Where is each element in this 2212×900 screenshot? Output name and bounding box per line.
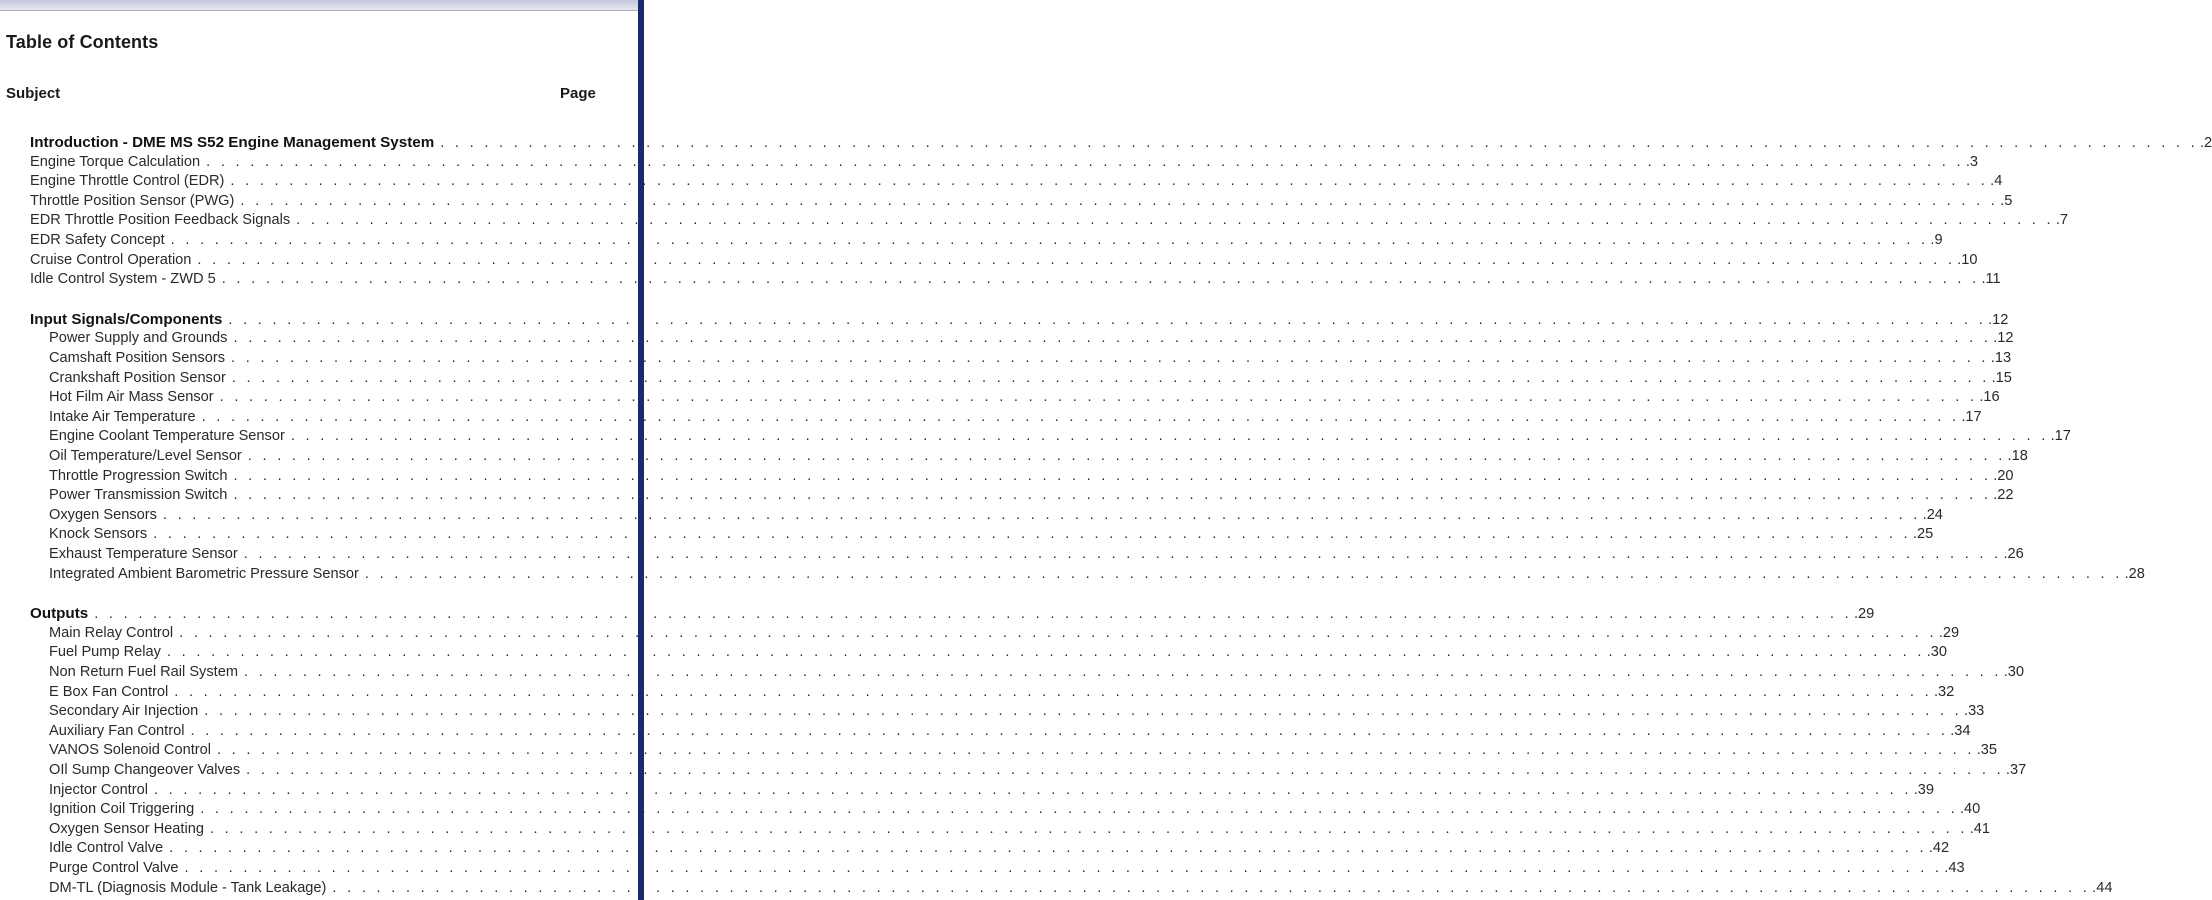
toc-entry-label: Intake Air Temperature [49, 408, 196, 425]
toc-entry-label: Fuel Pump Relay [49, 644, 161, 661]
toc-entry[interactable] [0, 683, 1955, 702]
dot-leader: . . . . . . . . . . . . . . . . . . . . . . . . . . . . . . . . . . . . . . . . . . . . . . . . . . . . . . . . . . . . . . . . . . . . . . . . . . . . . . . . . . . . . . . . . . . . . . . . . . . . . . . . . . . . . . . . . . . . . . . . [296, 212, 2054, 229]
dot-leader: . . . . . . . . . . . . . . . . . . . . . . . . . . . . . . . . . . . . . . . . . . . . . . . . . . . . . . . . . . . . . . . . . . . . . . . . . . . . . . . . . . . . . . . . . . . . . . . . . . . . . . . . . . . . . . . . . . . . . . . . [332, 879, 2091, 896]
dot-leader: . . . . . . . . . . . . . . . . . . . . . . . . . . . . . . . . . . . . . . . . . . . . . . . . . . . . . . . . . . . . . . . . . . . . . . . . . . . . . . . . . . . . . . . . . . . . . . . . . . . . . . . . . . . . . . . . . . . . . . . . [243, 546, 2002, 562]
toc-entry-label: Camshaft Position Sensors [49, 350, 226, 366]
dot-leader: . . . . . . . . . . . . . . . . . . . . . . . . . . . . . . . . . . . . . . . . . . . . . . . . . . . . . . . . . . . . . . . . . . . . . . . . . . . . . . . . . . . . . . . . . . . . . . . . . . . . . . . . . . . . . . . . . . . . . . . . [209, 820, 1968, 837]
dot-leader: . . . . . . . . . . . . . . . . . . . . . . . . . . . . . . . . . . . . . . . . . . . . . . . . . . . . . . . . . . . . . . . . . . . . . . . . . . . . . . . . . . . . . . . . . . . . . . . . . . . . . . . . . . . . . . . . . . . . . . . . [247, 448, 2006, 464]
toc-entry[interactable] [0, 388, 2000, 407]
toc-entry-label: EDR Throttle Position Feedback Signals [30, 212, 291, 229]
toc-entry[interactable] [0, 800, 1981, 819]
toc-entry[interactable] [0, 408, 1982, 427]
toc-entry[interactable] [0, 211, 2069, 230]
toc-entry-label: Purge Control Valve [49, 860, 179, 876]
dot-leader: . . . . . . . . . . . . . . . . . . . . . . . . . . . . . . . . . . . . . . . . . . . . . . . . . . . . . . . . . . . . . . . . . . . . . . . . . . . . . . . . . . . . . . . . . . . . . . . . . . . . . . . . . . . . . . . . . . . . . . . . [201, 408, 1960, 425]
toc-entry-label: DM-TL (Diagnosis Module - Tank Leakage) [49, 879, 327, 896]
toc-entry[interactable] [0, 369, 2012, 388]
dot-leader: . . . . . . . . . . . . . . . . . . . . . . . . . . . . . . . . . . . . . . . . . . . . . . . . . . . . . . . . . . . . . . . . . . . . . . . . . . . . . . . . . . . . . . . . . . . . . . . . . . . . . . . . . . . . . . . . . . . . . . . . [230, 173, 1989, 190]
toc-entry[interactable] [0, 231, 1943, 250]
toc-entry-page: .37 [2005, 762, 2027, 778]
dot-leader: . . . . . . . . . . . . . . . . . . . . . . . . . . . . . . . . . . . . . . . . . . . . . . . . . . . . . . . . . . . . . . . . . . . . . . . . . . . . . . . . . . . . . . . . . . . . . . . . . . . . . . . . . . . . . . . . . . . . . . . . [233, 330, 1992, 347]
toc-entry-page: .24 [1922, 506, 1943, 523]
toc-entry-page: .30 [1926, 644, 1947, 661]
toc-entry-page: .33 [1964, 703, 1985, 720]
toc-entry[interactable] [0, 820, 1990, 839]
toc-entry-page: .39 [1913, 781, 1935, 798]
toc-entry[interactable] [0, 624, 1960, 643]
toc-entry-page: .3 [1965, 153, 1979, 170]
dot-leader: . . . . . . . . . . . . . . . . . . . . . . . . . . . . . . . . . . . . . . . . . . . . . . . . . . . . . . . . . . . . . . . . . . . . . . . . . . . . . . . . . . . . . . . . . . . . . . . . . . . . . . . . . . . . . . . . . . . . . . . . [162, 506, 1921, 523]
dot-leader: . . . . . . . . . . . . . . . . . . . . . . . . . . . . . . . . . . . . . . . . . . . . . . . . . . . . . . . . . . . . . . . . . . . . . . . . . . . . . . . . . . . . . . . . . . . . . . . . . . . . . . . . . . . . . . . . . . . . . . . . [228, 311, 1987, 328]
toc-entry-label: Oxygen Sensor Heating [49, 820, 204, 837]
toc-entry[interactable] [0, 270, 2001, 289]
toc-entry-page: .13 [1990, 350, 2012, 366]
dot-leader: . . . . . . . . . . . . . . . . . . . . . . . . . . . . . . . . . . . . . . . . . . . . . . . . . . . . . . . . . . . . . . . . . . . . . . . . . . . . . . . . . . . . . . . . . . . . . . . . . . . . . . . . . . . . . . . . . . . . . . . . [231, 350, 1989, 366]
toc-entry[interactable] [0, 722, 1971, 741]
toc-entry-page: .29 [1853, 606, 1875, 623]
toc-entry-page: .30 [2003, 664, 2025, 680]
toc-entry[interactable] [0, 565, 2145, 584]
toc-entry-page: .18 [2007, 448, 2028, 464]
toc-entry-page: .42 [1928, 840, 1950, 857]
toc-entry[interactable] [0, 349, 2012, 368]
dot-leader: . . . . . . . . . . . . . . . . . . . . . . . . . . . . . . . . . . . . . . . . . . . . . . . . . . . . . . . . . . . . . . . . . . . . . . . . . . . . . . . . . . . . . . . . . . . . . . . . . . . . . . . . . . . . . . . . . . . . . . . . [184, 860, 1943, 876]
toc-entry-page: .41 [1969, 820, 1990, 837]
dot-leader: . . . . . . . . . . . . . . . . . . . . . . . . . . . . . . . . . . . . . . . . . . . . . . . . . . . . . . . . . . . . . . . . . . . . . . . . . . . . . . . . . . . . . . . . . . . . . . . . . . . . . . . . . . . . . . . . . . . . . . . . [246, 762, 2004, 778]
toc-entry-label: Power Transmission Switch [49, 487, 228, 504]
toc-entry-label: Non Return Fuel Rail System [49, 664, 238, 680]
toc-entry-page: .16 [1979, 389, 2000, 406]
toc-entry[interactable] [0, 251, 1978, 270]
dot-leader: . . . . . . . . . . . . . . . . . . . . . . . . . . . . . . . . . . . . . . . . . . . . . . . . . . . . . . . . . . . . . . . . . . . . . . . . . . . . . . . . . . . . . . . . . . . . . . . . . . . . . . . . . . . . . . . . . . . . . . . . [216, 742, 1975, 759]
dot-leader: . . . . . . . . . . . . . . . . . . . . . . . . . . . . . . . . . . . . . . . . . . . . . . . . . . . . . . . . . . . . . . . . . . . . . . . . . . . . . . . . . . . . . . . . . . . . . . . . . . . . . . . . . . . . . . . . . . . . . . . . [200, 801, 1958, 818]
page-title: Table of Contents [6, 32, 159, 52]
toc-entry[interactable] [0, 859, 1965, 878]
toc-entry-page: .20 [1993, 467, 2014, 484]
toc-entry-page: .44 [2092, 879, 2113, 896]
toc-entry-label: Input Signals/Components [30, 310, 223, 328]
subject-column-header: Subject [6, 85, 61, 102]
dot-leader: . . . . . . . . . . . . . . . . . . . . . . . . . . . . . . . . . . . . . . . . . . . . . . . . . . . . . . . . . . . . . . . . . . . . . . . . . . . . . . . . . . . . . . . . . . . . . . . . . . . . . . . . . . . . . . . . . . . . . . . . [169, 840, 1927, 857]
toc-entry-label: Throttle Position Sensor (PWG) [30, 192, 235, 209]
dot-leader: . . . . . . . . . . . . . . . . . . . . . . . . . . . . . . . . . . . . . . . . . . . . . . . . . . . . . . . . . . . . . . . . . . . . . . . . . . . . . . . . . . . . . . . . . . . . . . . . . . . . . . . . . . . . . . . . . . . . . . . . [94, 606, 1852, 623]
toc-entry-label: Oxygen Sensors [49, 506, 157, 523]
dot-leader: . . . . . . . . . . . . . . . . . . . . . . . . . . . . . . . . . . . . . . . . . . . . . . . . . . . . . . . . . . . . . . . . . . . . . . . . . . . . . . . . . . . . . . . . . . . . . . . . . . . . . . . . . . . . . . . . . . . . . . . . [231, 369, 1990, 386]
toc-entry[interactable] [0, 781, 1935, 800]
toc-entry-page: .34 [1950, 722, 1971, 739]
toc-entry-page: .11 [1981, 271, 2001, 288]
toc-entry-page: .7 [2055, 212, 2069, 229]
toc-entry-page: .15 [1991, 369, 2012, 386]
toc-entry-label: Engine Torque Calculation [30, 153, 201, 170]
dot-leader: . . . . . . . . . . . . . . . . . . . . . . . . . . . . . . . . . . . . . . . . . . . . . . . . . . . . . . . . . . . . . . . . . . . . . . . . . . . . . . . . . . . . . . . . . . . . . . . . . . . . . . . . . . . . . . . . . . . . . . . . [440, 135, 2198, 151]
toc-entry-page: .35 [1976, 742, 1998, 759]
dot-leader: . . . . . . . . . . . . . . . . . . . . . . . . . . . . . . . . . . . . . . . . . . . . . . . . . . . . . . . . . . . . . . . . . . . . . . . . . . . . . . . . . . . . . . . . . . . . . . . . . . . . . . . . . . . . . . . . . . . . . . . . [153, 526, 1911, 543]
toc-entry-label: Cruise Control Operation [30, 251, 192, 268]
toc-entry-page: .32 [1934, 683, 1955, 700]
dot-leader: . . . . . . . . . . . . . . . . . . . . . . . . . . . . . . . . . . . . . . . . . . . . . . . . . . . . . . . . . . . . . . . . . . . . . . . . . . . . . . . . . . . . . . . . . . . . . . . . . . . . . . . . . . . . . . . . . . . . . . . . [290, 428, 2049, 445]
toc-entry[interactable] [0, 643, 1947, 662]
toc-entry-page: .5 [2000, 192, 2013, 209]
toc-entry-label: Secondary Air Injection [49, 703, 199, 720]
toc-entry[interactable] [0, 172, 2003, 191]
toc-entry[interactable] [0, 506, 1943, 525]
toc-entry[interactable] [0, 153, 1979, 172]
toc-entry-label: OIl Sump Changeover Valves [49, 762, 241, 778]
dot-leader: . . . . . . . . . . . . . . . . . . . . . . . . . . . . . . . . . . . . . . . . . . . . . . . . . . . . . . . . . . . . . . . . . . . . . . . . . . . . . . . . . . . . . . . . . . . . . . . . . . . . . . . . . . . . . . . . . . . . . . . . [153, 781, 1912, 798]
toc-entry-label: Crankshaft Position Sensor [49, 369, 226, 386]
toc-entry-page: .17 [1961, 408, 1982, 425]
toc-entry[interactable] [0, 486, 2014, 505]
toc-entry-page: .2 [2199, 135, 2212, 151]
dot-leader: . . . . . . . . . . . . . . . . . . . . . . . . . . . . . . . . . . . . . . . . . . . . . . . . . . . . . . . . . . . . . . . . . . . . . . . . . . . . . . . . . . . . . . . . . . . . . . . . . . . . . . . . . . . . . . . . . . . . . . . . [174, 683, 1932, 700]
toc-entry-label: E Box Fan Control [49, 683, 169, 700]
toc-entry[interactable] [0, 427, 2071, 446]
toc-entry-label: Idle Control System - ZWD 5 [30, 271, 216, 288]
toc-entry-label: Auxiliary Fan Control [49, 722, 185, 739]
dot-leader: . . . . . . . . . . . . . . . . . . . . . . . . . . . . . . . . . . . . . . . . . . . . . . . . . . . . . . . . . . . . . . . . . . . . . . . . . . . . . . . . . . . . . . . . . . . . . . . . . . . . . . . . . . . . . . . . . . . . . . . . [206, 153, 1964, 170]
toc-entry-label: Knock Sensors [49, 526, 148, 543]
toc-entry-label: Idle Control Valve [49, 840, 164, 857]
toc-entry-label: Engine Throttle Control (EDR) [30, 173, 225, 190]
toc-entry-page: .29 [1938, 624, 1960, 641]
dot-leader: . . . . . . . . . . . . . . . . . . . . . . . . . . . . . . . . . . . . . . . . . . . . . . . . . . . . . . . . . . . . . . . . . . . . . . . . . . . . . . . . . . . . . . . . . . . . . . . . . . . . . . . . . . . . . . . . . . . . . . . . [190, 722, 1949, 739]
dot-leader: . . . . . . . . . . . . . . . . . . . . . . . . . . . . . . . . . . . . . . . . . . . . . . . . . . . . . . . . . . . . . . . . . . . . . . . . . . . . . . . . . . . . . . . . . . . . . . . . . . . . . . . . . . . . . . . . . . . . . . . . [179, 624, 1937, 641]
toc-section-heading[interactable] [0, 604, 1875, 623]
dot-leader: . . . . . . . . . . . . . . . . . . . . . . . . . . . . . . . . . . . . . . . . . . . . . . . . . . . . . . . . . . . . . . . . . . . . . . . . . . . . . . . . . . . . . . . . . . . . . . . . . . . . . . . . . . . . . . . . . . . . . . . . [221, 271, 1980, 288]
toc-entry[interactable] [0, 525, 1934, 544]
toc-entry-page: .9 [1930, 232, 1943, 248]
toc-entry-page: .28 [2124, 565, 2145, 582]
toc-section-heading[interactable] [0, 310, 2009, 329]
toc-entry-label: Exhaust Temperature Sensor [49, 546, 238, 562]
toc-entry-page: .17 [2050, 428, 2071, 445]
toc-entry[interactable] [0, 467, 2014, 486]
toc-entry-label: Outputs [30, 605, 89, 623]
page-column-header: Page [560, 85, 596, 102]
toc-entry-page: .4 [1990, 173, 2003, 190]
toc-entry-label: Power Supply and Grounds [49, 330, 228, 347]
dot-leader: . . . . . . . . . . . . . . . . . . . . . . . . . . . . . . . . . . . . . . . . . . . . . . . . . . . . . . . . . . . . . . . . . . . . . . . . . . . . . . . . . . . . . . . . . . . . . . . . . . . . . . . . . . . . . . . . . . . . . . . . [204, 703, 1963, 720]
dot-leader: . . . . . . . . . . . . . . . . . . . . . . . . . . . . . . . . . . . . . . . . . . . . . . . . . . . . . . . . . . . . . . . . . . . . . . . . . . . . . . . . . . . . . . . . . . . . . . . . . . . . . . . . . . . . . . . . . . . . . . . . [166, 644, 1925, 661]
dot-leader: . . . . . . . . . . . . . . . . . . . . . . . . . . . . . . . . . . . . . . . . . . . . . . . . . . . . . . . . . . . . . . . . . . . . . . . . . . . . . . . . . . . . . . . . . . . . . . . . . . . . . . . . . . . . . . . . . . . . . . . . [197, 251, 1956, 268]
toc-entry-page: .43 [1944, 860, 1965, 876]
dot-leader: . . . . . . . . . . . . . . . . . . . . . . . . . . . . . . . . . . . . . . . . . . . . . . . . . . . . . . . . . . . . . . . . . . . . . . . . . . . . . . . . . . . . . . . . . . . . . . . . . . . . . . . . . . . . . . . . . . . . . . . . [240, 192, 1999, 209]
toc-entry[interactable] [0, 839, 1950, 858]
toc-entry-page: .12 [1993, 330, 2014, 347]
dot-leader: . . . . . . . . . . . . . . . . . . . . . . . . . . . . . . . . . . . . . . . . . . . . . . . . . . . . . . . . . . . . . . . . . . . . . . . . . . . . . . . . . . . . . . . . . . . . . . . . . . . . . . . . . . . . . . . . . . . . . . . . [219, 389, 1978, 406]
toc-entry-label: Integrated Ambient Barometric Pressure Sensor [49, 565, 359, 582]
document-page [0, 10, 2212, 900]
toc-entry-page: .22 [1993, 487, 2014, 504]
toc-entry-label: Injector Control [49, 781, 148, 798]
dot-leader: . . . . . . . . . . . . . . . . . . . . . . . . . . . . . . . . . . . . . . . . . . . . . . . . . . . . . . . . . . . . . . . . . . . . . . . . . . . . . . . . . . . . . . . . . . . . . . . . . . . . . . . . . . . . . . . . . . . . . . . . [233, 487, 1992, 504]
toc-entry-label: Oil Temperature/Level Sensor [49, 448, 242, 464]
dot-leader: . . . . . . . . . . . . . . . . . . . . . . . . . . . . . . . . . . . . . . . . . . . . . . . . . . . . . . . . . . . . . . . . . . . . . . . . . . . . . . . . . . . . . . . . . . . . . . . . . . . . . . . . . . . . . . . . . . . . . . . . [243, 664, 2002, 680]
toc-section-heading[interactable] [0, 133, 2212, 152]
toc-entry-page: .12 [1988, 311, 2009, 328]
toc-entry-page: .25 [1912, 526, 1934, 543]
toc-entry[interactable] [0, 447, 2028, 466]
toc-entry[interactable] [0, 702, 1985, 721]
toc-entry-label: EDR Safety Concept [30, 232, 165, 248]
toc-entry[interactable] [0, 741, 1998, 760]
toc-entry[interactable] [0, 663, 2025, 682]
toc-entry-label: VANOS Solenoid Control [49, 742, 211, 759]
toc-entry[interactable] [0, 329, 2014, 348]
toc-entry-label: Engine Coolant Temperature Sensor [49, 428, 285, 445]
toc-entry[interactable] [0, 192, 2013, 211]
toc-entry-label: Hot Film Air Mass Sensor [49, 389, 214, 406]
toc-entry-page: .10 [1957, 251, 1978, 268]
toc-entry-label: Introduction - DME MS S52 Engine Management System [30, 134, 435, 151]
dot-leader: . . . . . . . . . . . . . . . . . . . . . . . . . . . . . . . . . . . . . . . . . . . . . . . . . . . . . . . . . . . . . . . . . . . . . . . . . . . . . . . . . . . . . . . . . . . . . . . . . . . . . . . . . . . . . . . . . . . . . . . . [233, 467, 1992, 484]
toc-entry-page: .40 [1959, 801, 1981, 818]
toc-entry[interactable] [0, 545, 2024, 564]
toc-entry[interactable] [0, 879, 2113, 898]
dot-leader: . . . . . . . . . . . . . . . . . . . . . . . . . . . . . . . . . . . . . . . . . . . . . . . . . . . . . . . . . . . . . . . . . . . . . . . . . . . . . . . . . . . . . . . . . . . . . . . . . . . . . . . . . . . . . . . . . . . . . . . . [170, 232, 1929, 248]
toc-entry-page: .26 [2003, 546, 2024, 562]
toc-entry[interactable] [0, 761, 2027, 780]
toc-entry-label: Throttle Progression Switch [49, 467, 228, 484]
toc-entry-label: Ignition Coil Triggering [49, 801, 195, 818]
toc-entry-label: Main Relay Control [49, 624, 174, 641]
dot-leader: . . . . . . . . . . . . . . . . . . . . . . . . . . . . . . . . . . . . . . . . . . . . . . . . . . . . . . . . . . . . . . . . . . . . . . . . . . . . . . . . . . . . . . . . . . . . . . . . . . . . . . . . . . . . . . . . . . . . . . . . [364, 565, 2123, 582]
